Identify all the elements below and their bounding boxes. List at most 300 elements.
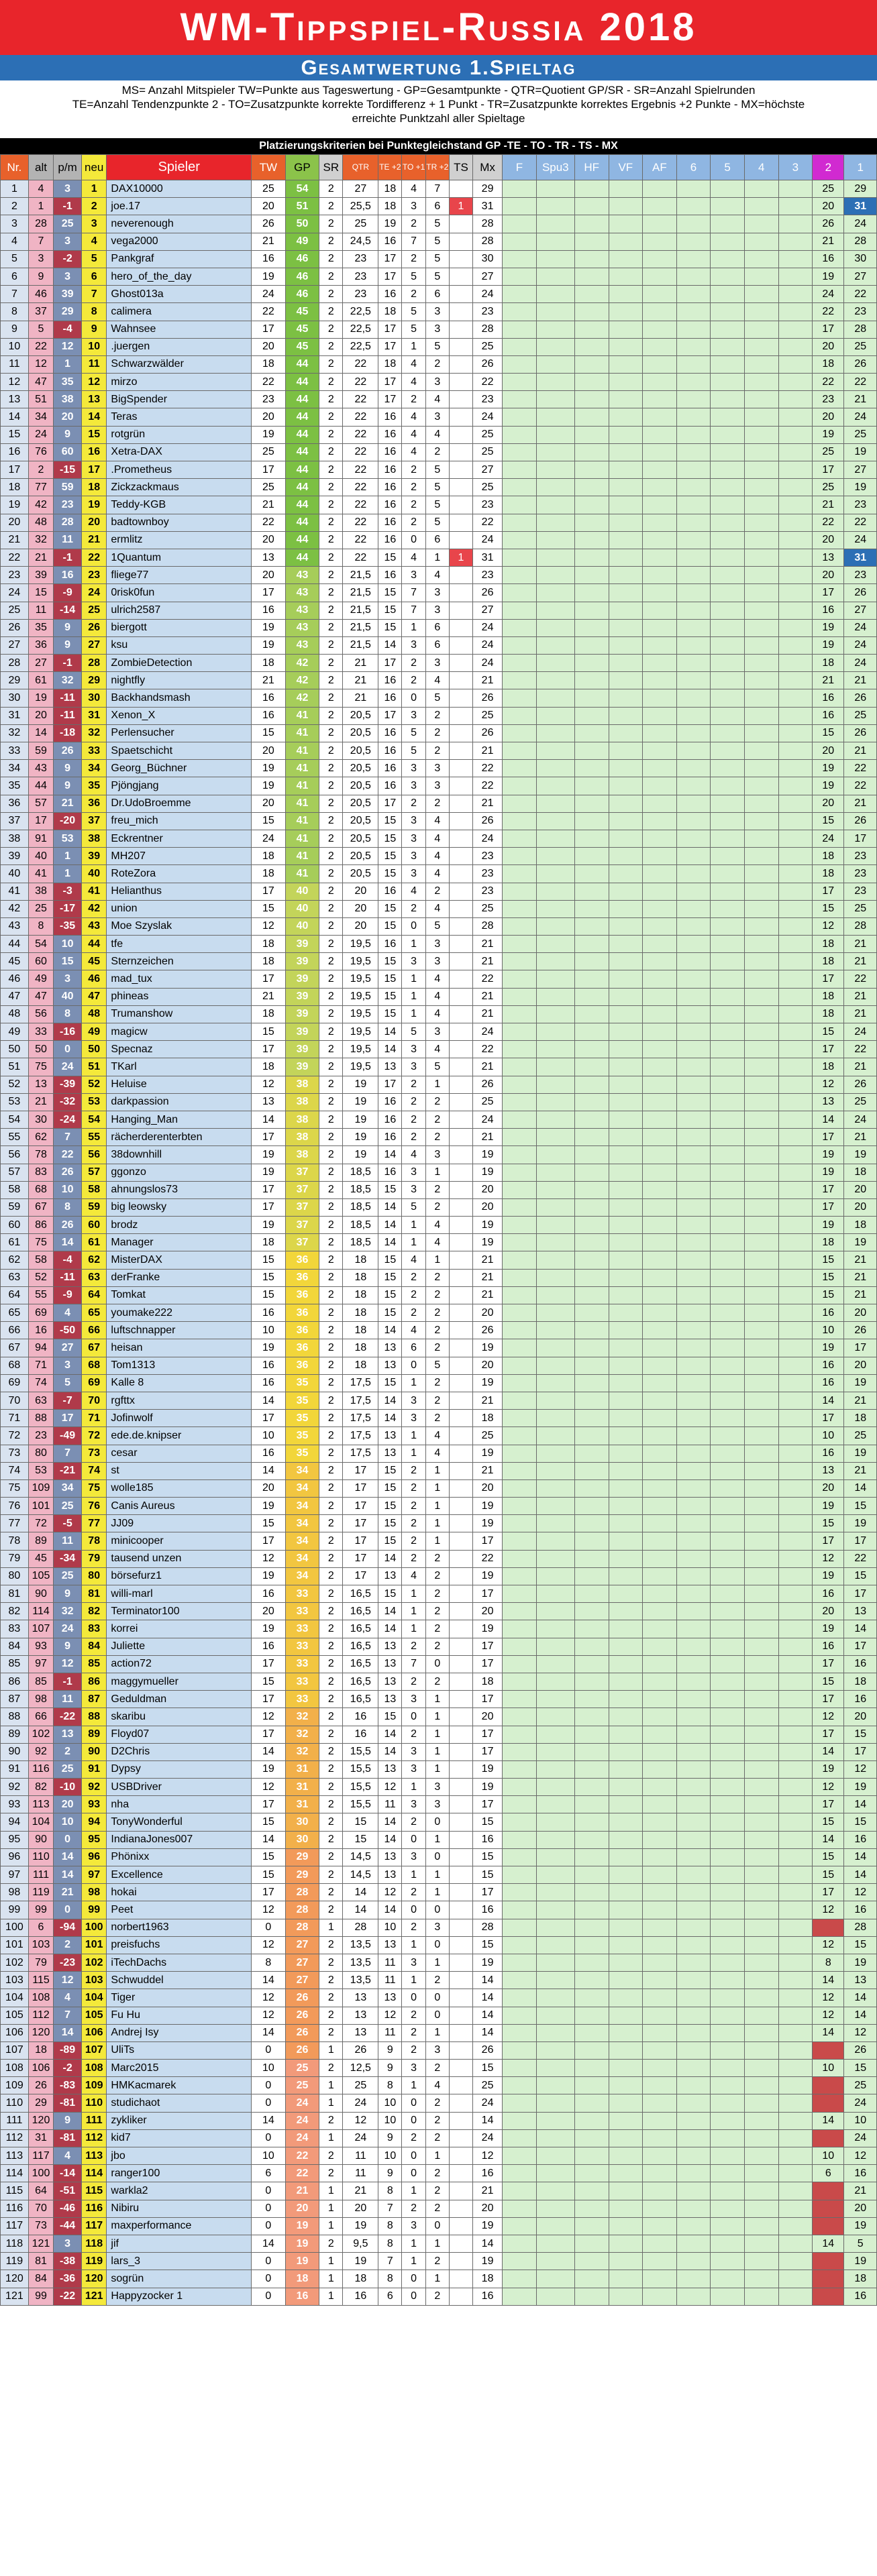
cell-alt: 112 (28, 2007, 53, 2024)
cell-round-empty (744, 1919, 778, 1936)
cell-neu: 53 (82, 1093, 107, 1111)
cell-round-empty (609, 1901, 643, 1919)
cell-round-empty (778, 1603, 813, 1620)
cell-round-1: 14 (844, 1796, 877, 1813)
cell-mx: 26 (473, 2041, 503, 2059)
cell-neu: 9 (82, 321, 107, 338)
cell-sr: 2 (319, 549, 343, 566)
cell-round-empty (778, 286, 813, 303)
cell-player: Hanging_Man (107, 1111, 252, 1128)
cell-round-empty (609, 1831, 643, 1848)
cell-neu: 97 (82, 1866, 107, 1884)
cell-tw: 17 (252, 321, 286, 338)
cell-qtr: 22 (343, 355, 378, 373)
cell-player: TKarl (107, 1058, 252, 1076)
cell-neu: 100 (82, 1919, 107, 1936)
cell-to: 2 (402, 1269, 425, 1286)
cell-round-empty (609, 408, 643, 426)
cell-round-empty (503, 2253, 537, 2270)
cell-qtr: 13 (343, 1989, 378, 2007)
cell-ts (449, 636, 472, 654)
cell-round-empty (503, 1129, 537, 1146)
cell-round-empty (574, 2077, 609, 2094)
cell-round-empty (503, 180, 537, 198)
cell-round-empty (676, 917, 711, 935)
cell-qtr: 24,5 (343, 233, 378, 250)
table-row (1, 567, 877, 584)
cell-to: 2 (402, 2200, 425, 2217)
cell-player: badtownboy (107, 514, 252, 531)
cell-tr: 1 (425, 1866, 449, 1884)
cell-te: 15 (378, 1374, 402, 1392)
cell-round-empty (536, 1374, 574, 1392)
cell-nr: 80 (1, 1567, 29, 1585)
cell-player: rotgrün (107, 426, 252, 443)
cell-te: 16 (378, 496, 402, 514)
cell-round-empty (711, 1813, 745, 1831)
cell-nr: 34 (1, 760, 29, 777)
column-header: AF (643, 155, 677, 180)
cell-neu: 99 (82, 1901, 107, 1919)
cell-round-empty (609, 1111, 643, 1128)
cell-mx: 24 (473, 408, 503, 426)
cell-tr: 4 (425, 672, 449, 689)
cell-tr: 1 (425, 1760, 449, 1778)
cell-round-empty (711, 374, 745, 391)
cell-round-empty (676, 1585, 711, 1603)
cell-gp: 32 (285, 1708, 319, 1726)
cell-mx: 17 (473, 1796, 503, 1813)
cell-round-empty (711, 1146, 745, 1164)
cell-tr: 2 (425, 2060, 449, 2077)
cell-pm: 9 (54, 1638, 82, 1655)
cell-round-empty (676, 1989, 711, 2007)
cell-neu: 72 (82, 1427, 107, 1445)
cell-nr: 109 (1, 2077, 29, 2094)
cell-ts (449, 1322, 472, 1339)
cell-te: 16 (378, 1129, 402, 1146)
cell-round-empty (778, 2270, 813, 2288)
cell-ts (449, 1989, 472, 2007)
cell-mx: 25 (473, 479, 503, 496)
cell-round-empty (778, 2253, 813, 2270)
cell-tw: 6 (252, 2165, 286, 2182)
cell-round-empty (643, 1691, 677, 1708)
cell-round-empty (503, 1392, 537, 1409)
cell-round-empty (536, 953, 574, 970)
cell-round-1: 26 (844, 355, 877, 373)
cell-neu: 85 (82, 1655, 107, 1673)
cell-te: 13 (378, 1638, 402, 1655)
cell-round-empty (503, 1813, 537, 1831)
cell-round-empty (778, 636, 813, 654)
cell-qtr: 16 (343, 1708, 378, 1726)
cell-round-2: 15 (813, 812, 844, 830)
cell-round-empty (711, 408, 745, 426)
cell-tr: 5 (425, 689, 449, 707)
cell-te: 16 (378, 742, 402, 760)
cell-neu: 30 (82, 689, 107, 707)
cell-round-empty (643, 1603, 677, 1620)
cell-neu: 96 (82, 1848, 107, 1866)
cell-tw: 14 (252, 2112, 286, 2129)
standings-table (0, 154, 877, 2306)
cell-mx: 19 (473, 1760, 503, 1778)
cell-round-empty (744, 1954, 778, 1971)
cell-round-empty (574, 2007, 609, 2024)
cell-alt: 41 (28, 865, 53, 883)
cell-pm: 40 (54, 988, 82, 1005)
cell-mx: 24 (473, 619, 503, 636)
cell-round-empty (536, 619, 574, 636)
cell-round-empty (676, 584, 711, 602)
cell-mx: 26 (473, 1322, 503, 1339)
cell-round-empty (711, 1357, 745, 1374)
cell-pm: 24 (54, 1620, 82, 1638)
cell-to: 1 (402, 1603, 425, 1620)
table-row (1, 1901, 877, 1919)
cell-round-2: 15 (813, 1023, 844, 1041)
cell-gp: 38 (285, 1111, 319, 1128)
cell-round-empty (609, 567, 643, 584)
cell-nr: 12 (1, 374, 29, 391)
cell-pm: 27 (54, 1339, 82, 1357)
cell-round-1: 21 (844, 953, 877, 970)
cell-player: Fu Hu (107, 2007, 252, 2024)
cell-pm: 7 (54, 2007, 82, 2024)
cell-round-empty (503, 1357, 537, 1374)
cell-qtr: 24 (343, 2129, 378, 2147)
cell-player: Helianthus (107, 883, 252, 900)
cell-alt: 115 (28, 1972, 53, 1989)
cell-round-empty (574, 1023, 609, 1041)
cell-round-empty (676, 1779, 711, 1796)
cell-player: Teddy-KGB (107, 496, 252, 514)
cell-round-empty (744, 619, 778, 636)
cell-round-empty (536, 1726, 574, 1743)
cell-round-empty (609, 655, 643, 672)
cell-ts (449, 917, 472, 935)
cell-neu: 88 (82, 1708, 107, 1726)
cell-to: 1 (402, 1374, 425, 1392)
cell-round-empty (676, 2077, 711, 2094)
table-row (1, 2112, 877, 2129)
cell-round-empty (676, 1550, 711, 1567)
cell-gp: 34 (285, 1498, 319, 1515)
cell-round-empty (643, 2288, 677, 2305)
cell-gp: 41 (285, 830, 319, 847)
cell-round-1: 23 (844, 496, 877, 514)
cell-round-2: 19 (813, 1146, 844, 1164)
cell-sr: 2 (319, 584, 343, 602)
cell-alt: 15 (28, 584, 53, 602)
cell-round-empty (676, 636, 711, 654)
cell-pm: 14 (54, 1848, 82, 1866)
cell-mx: 24 (473, 2094, 503, 2112)
cell-round-empty (744, 1357, 778, 1374)
cell-round-empty (503, 830, 537, 847)
cell-player: UliTs (107, 2041, 252, 2059)
cell-gp: 33 (285, 1673, 319, 1690)
cell-to: 4 (402, 180, 425, 198)
cell-round-empty (676, 443, 711, 461)
cell-round-empty (609, 1760, 643, 1778)
cell-nr: 91 (1, 1760, 29, 1778)
cell-to: 2 (402, 1286, 425, 1304)
cell-gp: 33 (285, 1655, 319, 1673)
cell-tw: 12 (252, 1076, 286, 1093)
cell-sr: 2 (319, 1567, 343, 1585)
cell-round-empty (643, 268, 677, 285)
cell-round-empty (643, 636, 677, 654)
cell-alt: 71 (28, 1357, 53, 1374)
table-row (1, 1796, 877, 1813)
cell-alt: 36 (28, 636, 53, 654)
cell-tw: 17 (252, 461, 286, 479)
cell-to: 2 (402, 1111, 425, 1128)
cell-alt: 78 (28, 1146, 53, 1164)
cell-nr: 52 (1, 1076, 29, 1093)
cell-tw: 12 (252, 1708, 286, 1726)
cell-round-empty (609, 1866, 643, 1884)
cell-round-empty (744, 1217, 778, 1234)
cell-round-empty (609, 1058, 643, 1076)
cell-mx: 17 (473, 1532, 503, 1550)
cell-qtr: 22 (343, 531, 378, 549)
cell-neu: 15 (82, 426, 107, 443)
table-row (1, 707, 877, 724)
cell-round-empty (744, 408, 778, 426)
cell-round-empty (643, 1620, 677, 1638)
cell-round-empty (778, 830, 813, 847)
cell-pm: -81 (54, 2094, 82, 2112)
cell-te: 16 (378, 672, 402, 689)
cell-ts (449, 724, 472, 742)
cell-to: 0 (402, 2147, 425, 2165)
cell-round-empty (609, 1129, 643, 1146)
cell-ts (449, 1234, 472, 1251)
cell-round-empty (574, 1427, 609, 1445)
table-row (1, 2182, 877, 2200)
table-row (1, 1936, 877, 1954)
cell-qtr: 21 (343, 655, 378, 672)
table-row (1, 2288, 877, 2305)
cell-mx: 14 (473, 2024, 503, 2041)
cell-round-empty (711, 1374, 745, 1392)
cell-round-empty (536, 321, 574, 338)
cell-tw: 17 (252, 1181, 286, 1198)
cell-round-empty (503, 672, 537, 689)
cell-tw: 22 (252, 374, 286, 391)
cell-round-empty (536, 1076, 574, 1093)
cell-player: joe.17 (107, 198, 252, 215)
cell-te: 12 (378, 2007, 402, 2024)
cell-qtr: 19,5 (343, 970, 378, 988)
cell-mx: 21 (473, 2182, 503, 2200)
cell-sr: 2 (319, 1479, 343, 1497)
cell-gp: 39 (285, 988, 319, 1005)
cell-round-empty (574, 1779, 609, 1796)
cell-player: Peet (107, 1901, 252, 1919)
cell-round-empty (744, 1673, 778, 1690)
cell-to: 2 (402, 1304, 425, 1322)
cell-round-empty (536, 443, 574, 461)
cell-tr: 5 (425, 917, 449, 935)
cell-round-2 (813, 2129, 844, 2147)
cell-mx: 17 (473, 1638, 503, 1655)
cell-round-empty (711, 1234, 745, 1251)
cell-round-empty (503, 1550, 537, 1567)
cell-player: ede.de.knipser (107, 1427, 252, 1445)
cell-ts (449, 1743, 472, 1760)
cell-tr: 2 (425, 1198, 449, 1216)
cell-round-2: 17 (813, 461, 844, 479)
cell-nr: 41 (1, 883, 29, 900)
cell-round-empty (536, 1498, 574, 1515)
cell-round-1: 19 (844, 1374, 877, 1392)
cell-round-empty (536, 1919, 574, 1936)
cell-qtr: 13 (343, 2007, 378, 2024)
cell-round-empty (574, 1445, 609, 1462)
cell-to: 4 (402, 443, 425, 461)
cell-round-empty (643, 900, 677, 917)
cell-player: Georg_Büchner (107, 760, 252, 777)
cell-pm: 39 (54, 286, 82, 303)
cell-ts (449, 2182, 472, 2200)
cell-round-1: 19 (844, 443, 877, 461)
cell-qtr: 20,5 (343, 707, 378, 724)
cell-alt: 90 (28, 1585, 53, 1603)
cell-round-empty (744, 953, 778, 970)
cell-neu: 64 (82, 1286, 107, 1304)
table-row (1, 180, 877, 198)
cell-mx: 23 (473, 848, 503, 865)
cell-round-empty (643, 1901, 677, 1919)
cell-alt: 40 (28, 848, 53, 865)
cell-to: 5 (402, 724, 425, 742)
cell-mx: 25 (473, 426, 503, 443)
cell-round-2: 17 (813, 970, 844, 988)
cell-sr: 2 (319, 1146, 343, 1164)
cell-round-empty (676, 2112, 711, 2129)
cell-round-empty (711, 1972, 745, 1989)
cell-mx: 15 (473, 2060, 503, 2077)
cell-to: 4 (402, 1251, 425, 1269)
cell-tr: 2 (425, 2129, 449, 2147)
cell-round-1: 15 (844, 1936, 877, 1954)
cell-round-empty (503, 883, 537, 900)
cell-round-2: 20 (813, 338, 844, 355)
cell-round-empty (744, 268, 778, 285)
cell-nr: 77 (1, 1515, 29, 1532)
cell-round-empty (503, 602, 537, 619)
cell-round-empty (711, 1550, 745, 1567)
cell-ts (449, 865, 472, 883)
cell-tr: 0 (425, 2217, 449, 2235)
cell-round-empty (711, 795, 745, 812)
cell-round-empty (711, 1901, 745, 1919)
cell-round-1: 14 (844, 1848, 877, 1866)
cell-pm: -1 (54, 1673, 82, 1690)
cell-round-empty (574, 426, 609, 443)
table-row (1, 812, 877, 830)
cell-round-1: 26 (844, 1322, 877, 1339)
cell-ts (449, 408, 472, 426)
cell-round-empty (711, 619, 745, 636)
cell-neu: 76 (82, 1498, 107, 1515)
cell-tw: 18 (252, 1234, 286, 1251)
cell-mx: 19 (473, 2253, 503, 2270)
cell-round-empty (643, 953, 677, 970)
cell-tw: 12 (252, 1550, 286, 1567)
cell-round-empty (744, 1198, 778, 1216)
cell-round-empty (676, 1532, 711, 1550)
cell-round-empty (676, 1181, 711, 1198)
cell-round-empty (676, 1866, 711, 1884)
cell-mx: 19 (473, 1567, 503, 1585)
cell-round-empty (643, 865, 677, 883)
cell-round-1: 13 (844, 1972, 877, 1989)
cell-round-empty (609, 672, 643, 689)
cell-round-empty (574, 584, 609, 602)
cell-ts (449, 1286, 472, 1304)
cell-round-2: 17 (813, 1796, 844, 1813)
cell-tr: 3 (425, 655, 449, 672)
cell-neu: 46 (82, 970, 107, 988)
cell-round-empty (503, 1919, 537, 1936)
cell-round-empty (536, 408, 574, 426)
cell-round-empty (778, 619, 813, 636)
cell-round-empty (503, 1304, 537, 1322)
table-row (1, 1691, 877, 1708)
cell-round-empty (711, 760, 745, 777)
cell-round-empty (609, 2288, 643, 2305)
cell-round-empty (609, 1181, 643, 1198)
cell-round-empty (503, 1743, 537, 1760)
cell-to: 6 (402, 1339, 425, 1357)
cell-player: tausend unzen (107, 1550, 252, 1567)
cell-round-2: 20 (813, 742, 844, 760)
cell-mx: 24 (473, 830, 503, 847)
cell-alt: 120 (28, 2024, 53, 2041)
table-row (1, 1708, 877, 1726)
cell-mx: 31 (473, 198, 503, 215)
cell-round-empty (609, 426, 643, 443)
cell-neu: 68 (82, 1357, 107, 1374)
cell-round-empty (574, 830, 609, 847)
cell-round-empty (574, 408, 609, 426)
cell-round-2: 20 (813, 1479, 844, 1497)
cell-round-empty (711, 970, 745, 988)
cell-mx: 28 (473, 321, 503, 338)
cell-round-empty (711, 1936, 745, 1954)
cell-round-empty (536, 1743, 574, 1760)
cell-ts (449, 374, 472, 391)
cell-round-empty (778, 1234, 813, 1251)
cell-round-empty (711, 2253, 745, 2270)
cell-round-empty (778, 900, 813, 917)
cell-tr: 3 (425, 584, 449, 602)
cell-round-empty (609, 374, 643, 391)
cell-round-empty (503, 2007, 537, 2024)
cell-round-empty (744, 742, 778, 760)
cell-nr: 100 (1, 1919, 29, 1936)
cell-round-empty (778, 303, 813, 321)
cell-round-empty (574, 374, 609, 391)
cell-round-1: 21 (844, 1129, 877, 1146)
cell-alt: 97 (28, 1655, 53, 1673)
cell-round-empty (609, 1620, 643, 1638)
